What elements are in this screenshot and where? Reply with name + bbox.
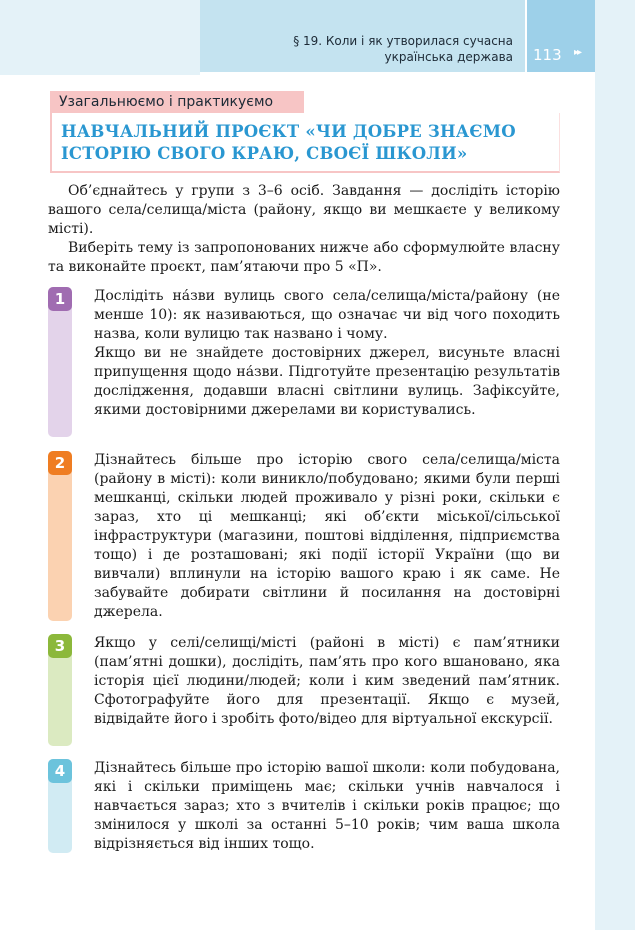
project-title-line1: НАВЧАЛЬНИЙ ПРОЄКТ «ЧИ ДОБРЕ ЗНАЄМО bbox=[61, 122, 516, 141]
task-4 bbox=[48, 759, 560, 853]
margin-strip bbox=[595, 0, 635, 930]
task-3-paragraph-1: Якщо у селі/селищі/місті (районі в місті) є пам’ятники (пам’ятні дошки), дослідіть, пам’ять про кого вшановано, яка історія цієї людини/людей; коли і ким зведений пам’ятник. Сфотографуйте його для презентації. Якщо є музей, відвідайте його і зробіть фото/відео для віртуальної екскурсії. bbox=[94, 635, 560, 727]
task-1-paragraph-1: Дослідіть на́зви вулиць свого села/селища/міста/району (не менше 10): як називаються, що означає чи від чого походить назва, коли вулицю так названо і чому. bbox=[94, 288, 560, 342]
chapter-title-line1: § 19. Коли і як утворилася сучасна bbox=[293, 34, 513, 48]
project-title-line2: ІСТОРІЮ СВОГО КРАЮ, СВОЄЇ ШКОЛИ» bbox=[61, 144, 468, 163]
double-arrow-icon: ▸▸ bbox=[574, 47, 581, 58]
chapter-title bbox=[293, 33, 513, 65]
intro-text bbox=[48, 182, 560, 277]
task-1-paragraph-2: Якщо ви не знайдете достовірних джерел, висуньте власні припущення щодо на́зви. Підготуйте презентацію результатів дослідження, додавши власні світлини вулиць. Зафіксуйте, якими достовірними джерелами ви користувались. bbox=[94, 345, 560, 418]
project-title-block bbox=[50, 113, 560, 173]
task-1-text bbox=[94, 287, 560, 420]
top-band bbox=[0, 0, 200, 75]
page-number: 113 bbox=[533, 46, 562, 64]
page-header bbox=[200, 0, 525, 72]
task-3 bbox=[48, 634, 560, 746]
task-2-bar bbox=[48, 451, 72, 621]
task-1 bbox=[48, 287, 560, 437]
project-title bbox=[61, 121, 516, 165]
task-1-badge: 1 bbox=[48, 287, 72, 311]
chapter-title-line2: українська держава bbox=[384, 50, 513, 64]
task-3-text bbox=[94, 634, 560, 729]
task-4-paragraph-1: Дізнайтесь більше про історію вашої школи: коли побудована, які і скільки приміщень має; скільки учнів навчалося і навчається зараз; хто з вчителів і скільки років працює; що змінилося у школі за останні 5–10 років; чим ваша школа відрізняється від інших тощо. bbox=[94, 760, 560, 852]
task-2-text bbox=[94, 451, 560, 622]
intro-paragraph-2: Виберіть тему із запропонованих нижче або сформулюйте власну та виконайте проєкт, пам’ятаючи про 5 «П». bbox=[48, 240, 560, 275]
task-2-paragraph-1: Дізнайтесь більше про історію свого села/селища/міста (району в місті): коли виникло/побудовано; якими були перші мешканці, скільки людей проживало у різні роки, скільки є зараз, хто ці мешканці; які об’єкти міської/сільської інфраструктури (магазини, поштові відділення, підприємства тощо) і де розташовані; які події історії України (що ви вивчали) вплинули на історію вашого краю і як саме. Не забувайте добирати світлини й посилання на достовірні джерела. bbox=[94, 452, 560, 620]
task-2 bbox=[48, 451, 560, 621]
task-4-text bbox=[94, 759, 560, 854]
task-3-badge: 3 bbox=[48, 634, 72, 658]
section-label: Узагальнюємо і практикуємо bbox=[50, 91, 304, 113]
task-4-badge: 4 bbox=[48, 759, 72, 783]
task-2-badge: 2 bbox=[48, 451, 72, 475]
page-number-tab bbox=[527, 0, 595, 72]
intro-paragraph-1: Об’єднайтесь у групи з 3–6 осіб. Завдання — дослідіть історію вашого села/селища/міста (району, якщо ви мешкаєте у великому місті). bbox=[48, 183, 560, 237]
